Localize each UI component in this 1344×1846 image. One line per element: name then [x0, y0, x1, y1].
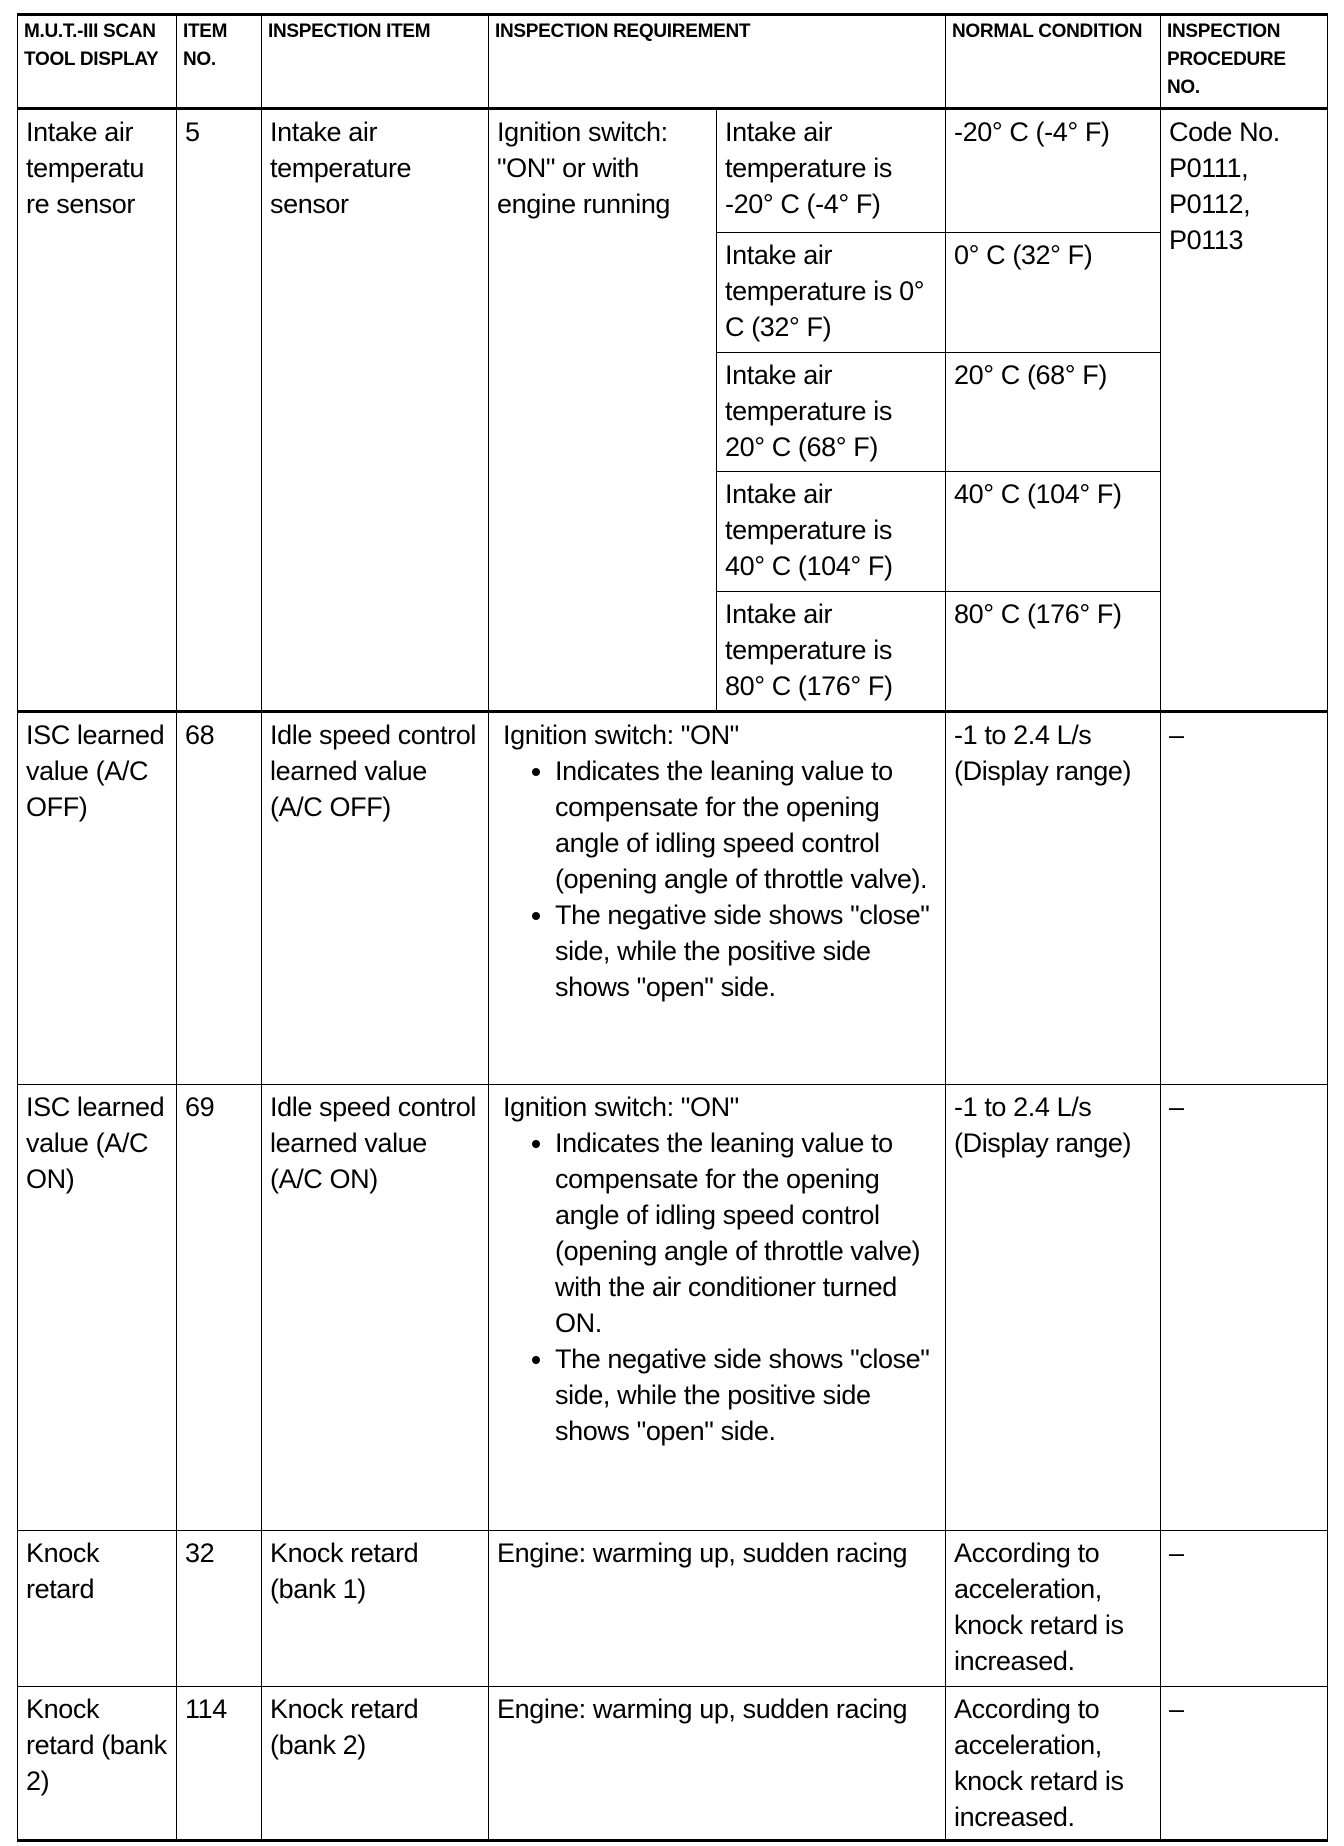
normal-cell: 20° C (68° F) [946, 353, 1161, 472]
requirement-text: Ignition switch: "ON" [503, 1092, 739, 1122]
table-row [18, 1085, 1328, 1531]
item-no-cell: 32 [177, 1531, 262, 1687]
display-cell: ISC learned value (A/C ON) [18, 1085, 177, 1531]
header-display: M.U.T.-III SCAN TOOL DISPLAY [18, 15, 177, 109]
header-requirement: INSPECTION REQUIREMENT [489, 15, 946, 109]
procedure-cell: – [1161, 1531, 1328, 1687]
item-no-cell: 5 [177, 109, 262, 712]
item-no-cell: 69 [177, 1085, 262, 1531]
bullet-item: • The negative side shows "close" side, while the positive side shows "open" side. [555, 1341, 937, 1449]
condition-cell: Intake air temperature is 80° C (176° F) [717, 592, 946, 712]
normal-cell: -20° C (-4° F) [946, 109, 1161, 233]
inspection-table [17, 13, 1328, 1842]
item-cell: Knock retard (bank 1) [262, 1531, 489, 1687]
display-cell: ISC learned value (A/C OFF) [18, 712, 177, 1085]
requirement-text: Ignition switch: "ON" [503, 720, 739, 750]
header-item-no: ITEM NO. [177, 15, 262, 109]
display-cell: Intake air temperatu re sensor [18, 109, 177, 712]
bullet-item: • Indicates the leaning value to compensate for the opening angle of idling speed control (opening angle of throttle valve) with the air conditioner turned ON. [555, 1125, 937, 1341]
normal-cell: 40° C (104° F) [946, 472, 1161, 592]
item-cell: Intake air temperature sensor [262, 109, 489, 712]
item-cell: Idle speed control learned value (A/C OFF) [262, 712, 489, 1085]
table-row [18, 1687, 1328, 1841]
header-normal: NORMAL CONDITION [946, 15, 1161, 109]
condition-cell: Intake air temperature is 20° C (68° F) [717, 353, 946, 472]
normal-cell: According to acceleration, knock retard is increased. [946, 1687, 1161, 1841]
normal-cell: 0° C (32° F) [946, 233, 1161, 353]
item-cell: Idle speed control learned value (A/C ON) [262, 1085, 489, 1531]
condition-cell: Intake air temperature is 0° C (32° F) [717, 233, 946, 353]
item-no-cell: 114 [177, 1687, 262, 1841]
display-cell: Knock retard (bank 2) [18, 1687, 177, 1841]
table-row [18, 1531, 1328, 1687]
display-cell: Knock retard [18, 1531, 177, 1687]
normal-cell: -1 to 2.4 L/s (Display range) [946, 1085, 1161, 1531]
normal-cell: -1 to 2.4 L/s (Display range) [946, 712, 1161, 1085]
procedure-cell: Code No. P0111, P0112, P0113 [1161, 109, 1328, 712]
header-procedure: INSPECTION PROCEDURE NO. [1161, 15, 1328, 109]
bullet-item: • The negative side shows "close" side, while the positive side shows "open" side. [555, 897, 937, 1005]
header-row [18, 15, 1328, 109]
normal-cell: According to acceleration, knock retard is increased. [946, 1531, 1161, 1687]
condition-cell: Intake air temperature is -20° C (-4° F) [717, 109, 946, 233]
normal-cell: 80° C (176° F) [946, 592, 1161, 712]
item-cell: Knock retard (bank 2) [262, 1687, 489, 1841]
requirement-cell: Engine: warming up, sudden racing [489, 1687, 946, 1841]
requirement-cell [489, 712, 946, 1085]
requirement-cell [489, 1085, 946, 1531]
item-no-cell: 68 [177, 712, 262, 1085]
requirement-cell: Engine: warming up, sudden racing [489, 1531, 946, 1687]
procedure-cell: – [1161, 1085, 1328, 1531]
condition-cell: Intake air temperature is 40° C (104° F) [717, 472, 946, 592]
table-row [18, 712, 1328, 1085]
requirement-cell: Ignition switch: "ON" or with engine running [489, 109, 717, 712]
procedure-cell: – [1161, 1687, 1328, 1841]
header-item: INSPECTION ITEM [262, 15, 489, 109]
table-row [18, 109, 1328, 233]
bullet-item: • Indicates the leaning value to compensate for the opening angle of idling speed control (opening angle of throttle valve). [555, 753, 937, 897]
procedure-cell: – [1161, 712, 1328, 1085]
